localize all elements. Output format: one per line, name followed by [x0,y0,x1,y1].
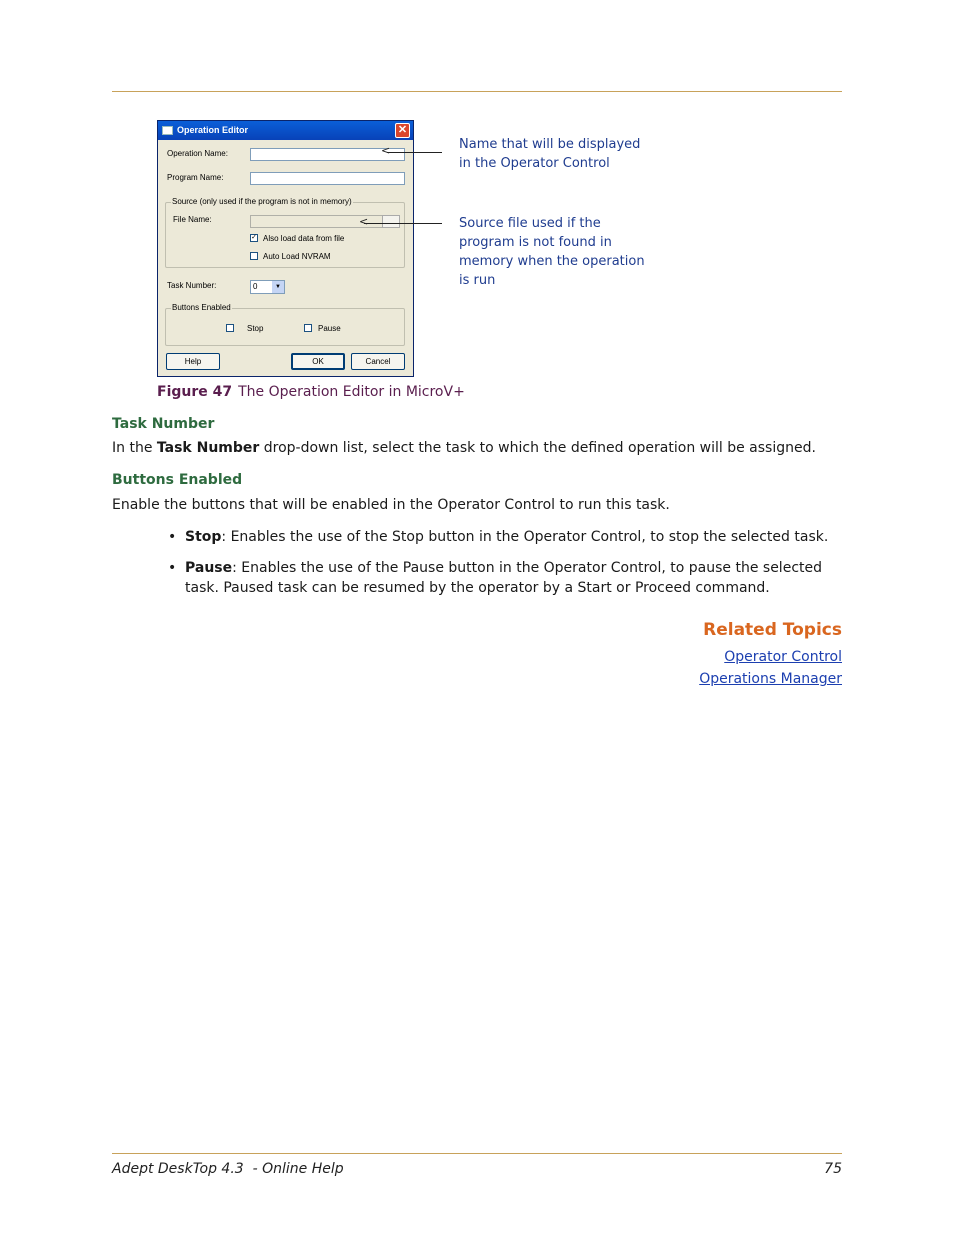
callout-source-line-3: memory when the operation [459,254,645,269]
chevron-down-icon[interactable]: ▼ [272,281,284,293]
bullet-term: Pause [185,560,233,576]
auto-load-label: Auto Load NVRAM [263,252,331,261]
buttons-enabled-group [165,303,405,346]
pause-label: Pause [318,324,341,333]
also-load-label: Also load data from file [263,234,345,243]
file-name-label: File Name: [173,215,212,224]
help-button[interactable]: Help [166,353,220,370]
task-number-value: 0 [253,282,258,291]
page-number: 75 [824,1161,842,1177]
app-icon [162,126,173,135]
stop-checkbox[interactable] [226,324,234,332]
task-number-label: Task Number: [167,281,217,290]
callout-line-source [364,223,442,224]
ok-button[interactable]: OK [291,353,345,370]
buttons-enabled-heading: Buttons Enabled [112,472,243,488]
callout-line-name [387,152,442,153]
task-number-paragraph [112,438,816,458]
figure-number: Figure 47 [157,384,233,400]
pause-checkbox[interactable] [304,324,312,332]
bullet-text: : Enables the use of the Stop button in the Operator Control, to stop the selected task. [221,529,829,545]
auto-load-checkbox[interactable] [250,252,258,260]
task-number-dropdown[interactable] [250,280,285,294]
footer-rule [112,1153,842,1154]
callout-source-line-2: program is not found in [459,235,612,250]
callout-name-line-2: in the Operator Control [459,156,610,171]
task-text-bold: Task Number [156,440,260,456]
link-operator-control[interactable]: Operator Control [724,649,842,665]
bullet-term: Stop [185,529,222,545]
close-icon[interactable]: ✕ [395,123,410,138]
callout-arrow-icon: < [359,215,369,228]
cancel-button[interactable]: Cancel [351,353,405,370]
figure-caption [157,384,465,400]
operation-editor-dialog [157,120,414,377]
source-group-label: Source (only used if the program is not in memory) [172,197,352,206]
callout-name-line-1: Name that will be displayed [459,137,641,152]
buttons-enabled-paragraph: Enable the buttons that will be enabled in the Operator Control to run this task. [112,497,670,513]
dialog-title: Operation Editor [177,125,249,135]
callout-arrow-icon: < [381,144,391,157]
browse-button[interactable] [382,215,400,228]
task-text-pre: In the [112,440,157,456]
program-name-label: Program Name: [167,173,224,182]
callout-name-text [459,135,640,173]
stop-label: Stop [247,324,264,333]
program-name-input[interactable] [250,172,405,185]
callout-source-text [459,214,645,290]
bullet-icon: • [168,560,177,576]
task-number-heading: Task Number [112,416,215,432]
also-load-checkbox[interactable]: ✓ [251,234,257,241]
task-text-post: drop-down list, select the task to which the defined operation will be assigned. [259,440,816,456]
operation-name-label: Operation Name: [167,149,228,158]
dialog-titlebar [158,121,413,140]
link-operations-manager[interactable]: Operations Manager [699,671,842,687]
callout-source-line-1: Source file used if the [459,216,601,231]
bullet-icon: • [168,529,177,545]
related-topics-heading: Related Topics [703,620,842,640]
bullet-text: : Enables the use of the Pause button in the Operator Control, to pause the selected task. Paused task can be resumed by the operator by a Start or Proceed command. [185,560,822,596]
figure-title: The Operation Editor in MicroV+ [238,384,465,400]
header-rule [112,91,842,92]
callout-source-line-4: is run [459,273,496,288]
buttons-enabled-label: Buttons Enabled [172,303,231,312]
footer-title: Adept DeskTop 4.3 - Online Help [112,1161,344,1177]
source-group [165,197,405,268]
